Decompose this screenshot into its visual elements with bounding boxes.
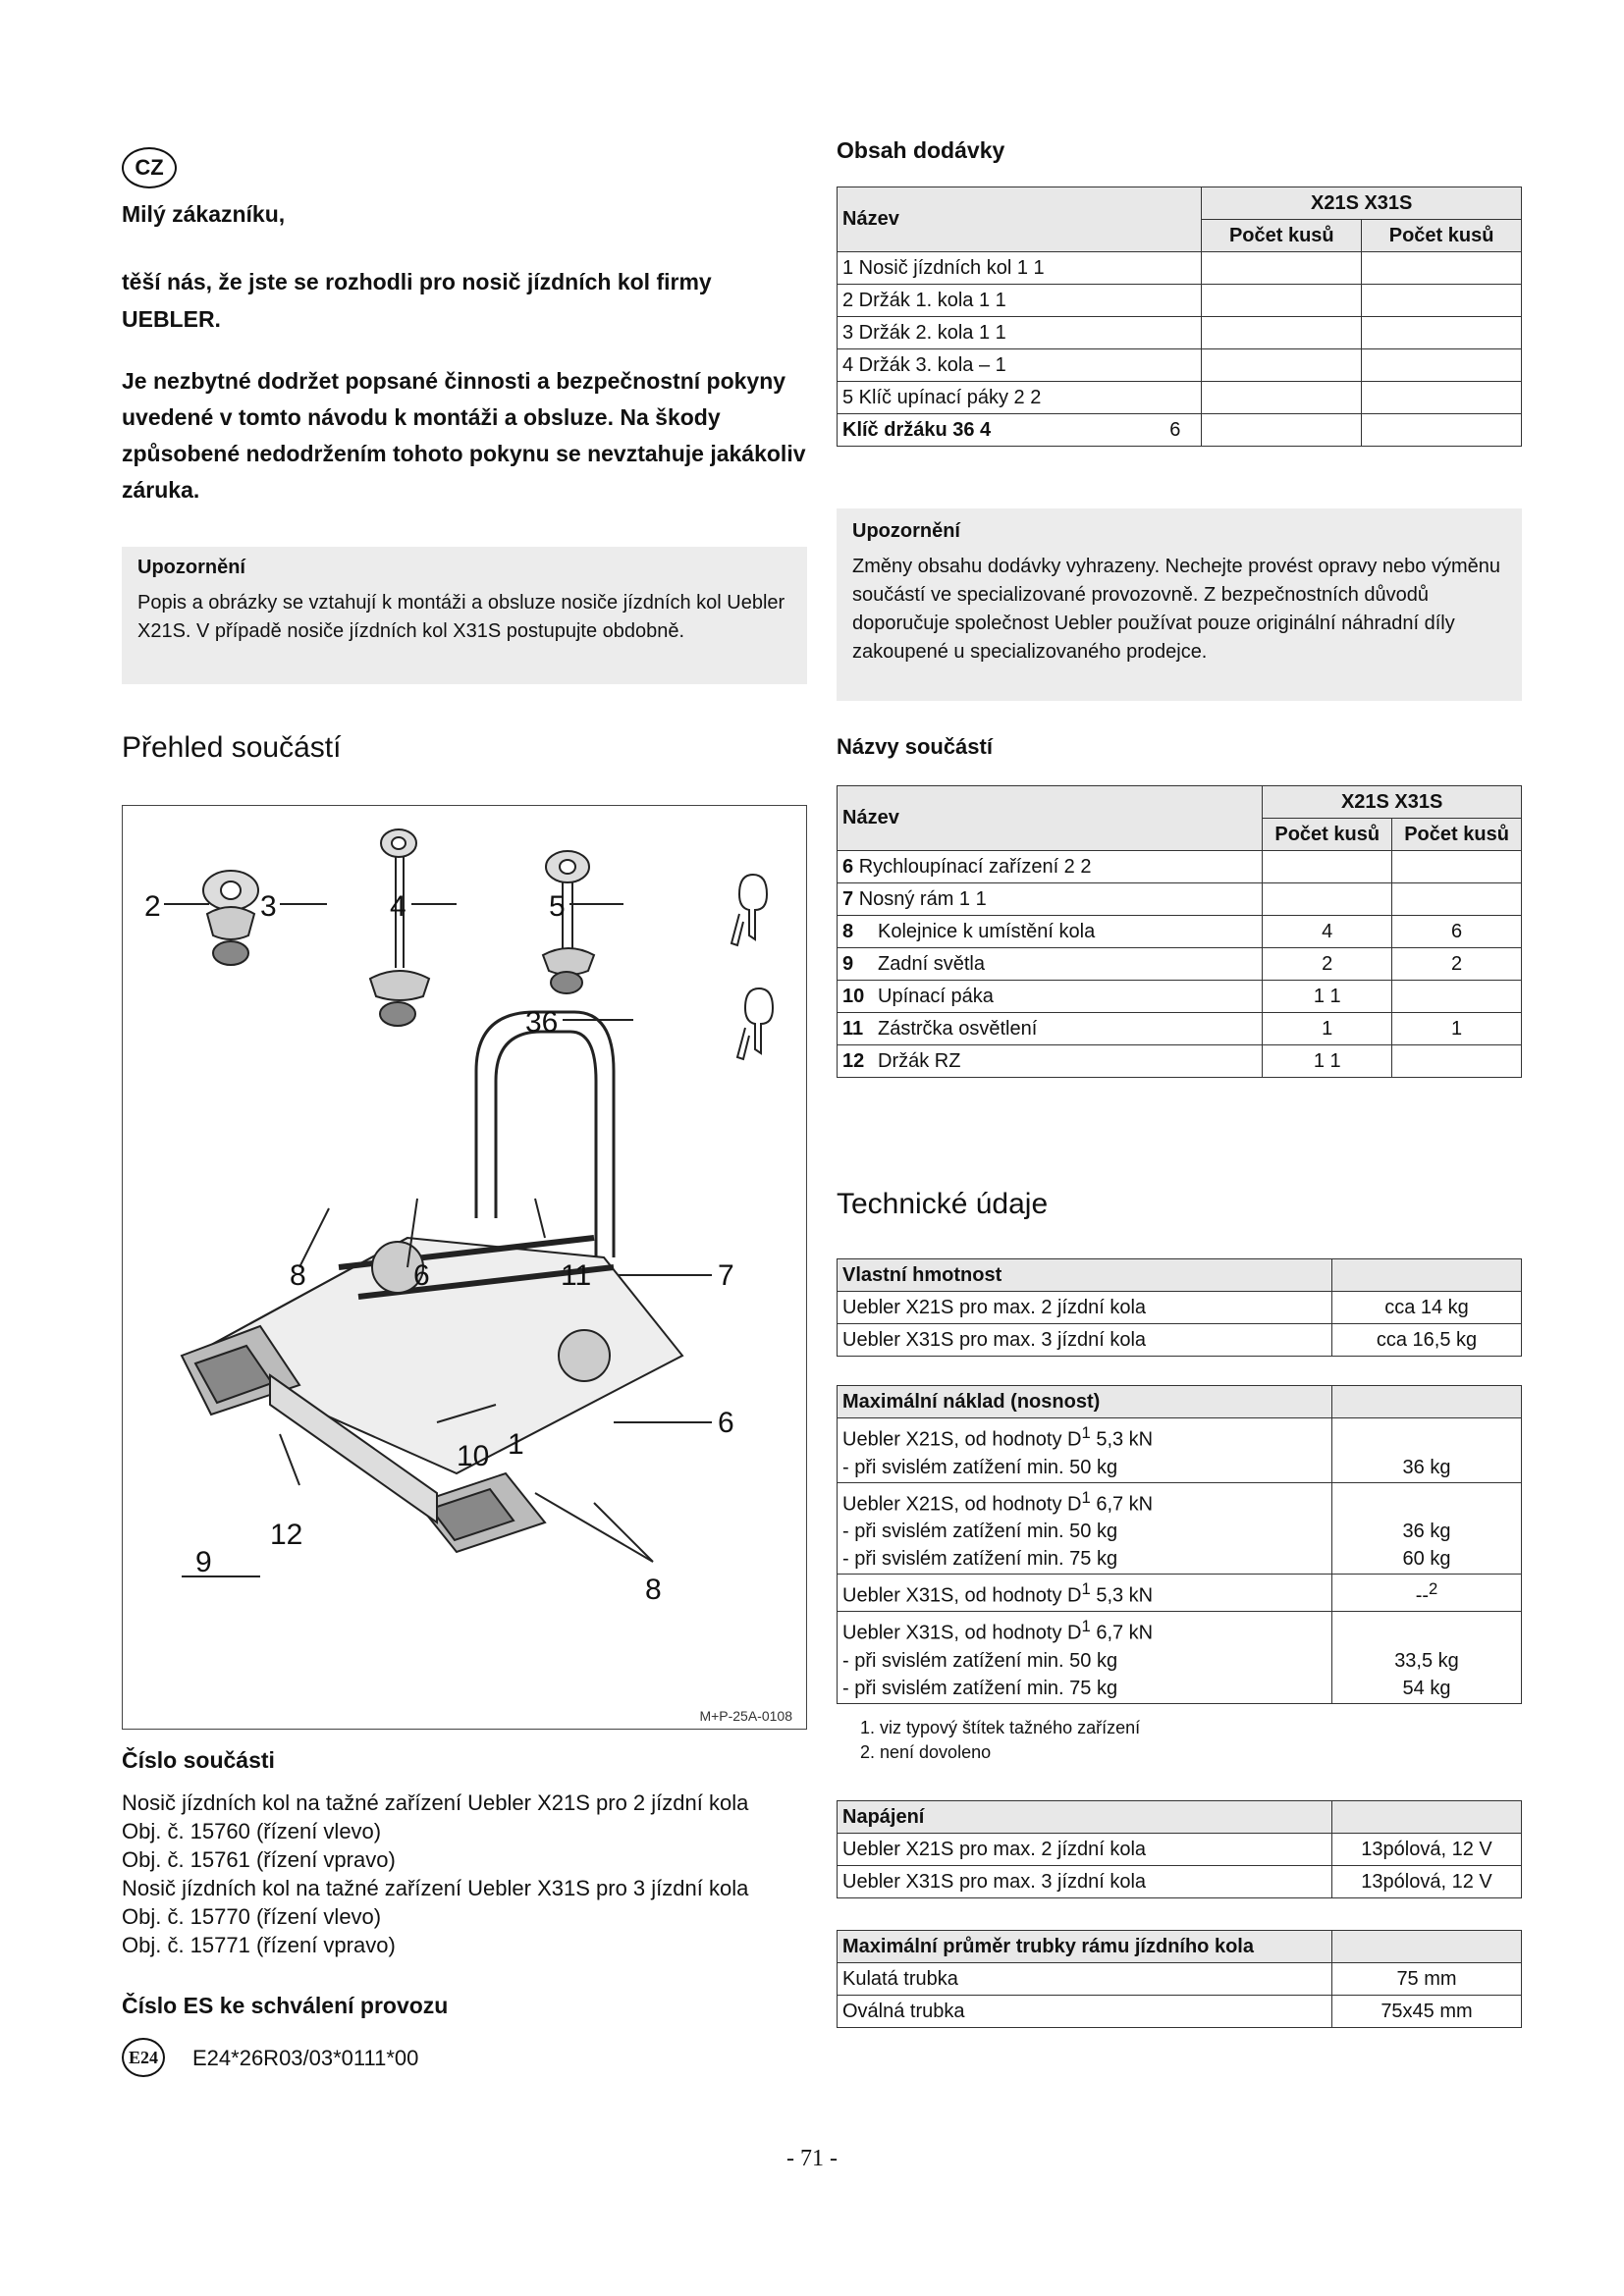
note-text: Popis a obrázky se vztahují k montáži a obsluze nosiče jízdních kol Uebler X21S. V případě nosiče jízdních kol X31S postupujte obdobně. xyxy=(137,592,785,642)
cell-count xyxy=(1392,981,1522,1013)
part-num: 7 xyxy=(842,887,854,910)
callout-8-top: 8 xyxy=(290,1259,306,1292)
cell-count xyxy=(1202,414,1362,447)
load-line: - při svislém zatížení min. 50 kg xyxy=(842,1521,1118,1543)
part-number-line: Nosič jízdních kol na tažné zařízení Uebler X31S pro 3 jízdní kola xyxy=(122,1876,749,1900)
load-line: - při svislém zatížení min. 75 kg xyxy=(842,1677,1118,1699)
footnote: 2. není dovoleno xyxy=(880,1740,1140,1765)
max-load-table xyxy=(837,1385,1522,1704)
cell-value: 36 kg xyxy=(1332,1418,1522,1483)
table-row xyxy=(838,1324,1522,1357)
part-num: 10 xyxy=(842,985,865,1007)
tube-header-empty xyxy=(1332,1931,1522,1963)
callout-3: 3 xyxy=(260,890,277,923)
part-num: 11 xyxy=(842,1017,864,1040)
part-num: 6 xyxy=(842,855,854,878)
table-row xyxy=(838,1996,1522,2028)
page-number: - 71 - xyxy=(786,2146,838,2171)
cell-count xyxy=(1362,252,1522,285)
cell-value xyxy=(1332,1482,1522,1575)
callout-8-bottom: 8 xyxy=(645,1574,662,1606)
parts-names-title: Názvy součástí xyxy=(837,734,993,759)
cell-label: Uebler X21S pro max. 2 jízdní kola xyxy=(838,1834,1332,1866)
part-name: Upínací páka xyxy=(878,985,994,1007)
load-value: 33,5 kg xyxy=(1394,1649,1459,1672)
table-row xyxy=(838,1866,1522,1898)
cell-value: 75 mm xyxy=(1332,1963,1522,1996)
load-line xyxy=(842,1484,1326,1519)
intro-text: těší nás, že jste se rozhodli pro nosič jízdních kol firmy UEBLER. xyxy=(122,269,712,332)
bike-carrier-illustration xyxy=(123,806,806,1729)
part-number-line: Obj. č. 15771 (řízení vpravo) xyxy=(122,1933,396,1957)
load-text: Uebler X31S, od hodnoty D xyxy=(842,1622,1082,1644)
cell-value xyxy=(1332,1611,1522,1703)
cell-count: 1 xyxy=(1263,1013,1392,1045)
cell-value: 13pólová, 12 V xyxy=(1332,1834,1522,1866)
cell-name: 5 Klíč upínací páky 2 2 xyxy=(838,382,1202,414)
table-row xyxy=(838,252,1522,285)
cell-count: 1 1 xyxy=(1263,981,1392,1013)
parts-names-table xyxy=(837,785,1522,1078)
table-row xyxy=(838,349,1522,382)
greeting: Milý zákazníku, xyxy=(122,201,286,227)
load-text: Uebler X31S, od hodnoty D xyxy=(842,1584,1082,1607)
callout-36: 36 xyxy=(525,1006,559,1039)
power-table xyxy=(837,1800,1522,1898)
col-models-header: X21S X31S xyxy=(1202,187,1522,220)
table-row xyxy=(838,1045,1522,1078)
note-text: Změny obsahu dodávky vyhrazeny. Nechejte provést opravy nebo výměnu součástí ve specializované provozovně. Z bezpečnostních důvodů doporučuje společnost Uebler používat pouze originální náhradní díly zakoupené u specializovaného prodejce. xyxy=(852,556,1500,663)
cell-value: 13pólová, 12 V xyxy=(1332,1866,1522,1898)
load-value: 36 kg xyxy=(1402,1521,1451,1543)
cell-name xyxy=(838,1045,1263,1078)
delivery-table xyxy=(837,187,1522,447)
power-header: Napájení xyxy=(838,1801,1332,1834)
cell-label xyxy=(838,1482,1332,1575)
callout-5: 5 xyxy=(549,890,566,923)
cell-count xyxy=(1202,252,1362,285)
footnote: 1. viz typový štítek tažného zařízení xyxy=(880,1716,1140,1740)
callout-11: 11 xyxy=(561,1259,592,1292)
cell-name xyxy=(838,948,1263,981)
callout-9: 9 xyxy=(195,1546,212,1578)
table-row xyxy=(838,1418,1522,1483)
callout-10: 10 xyxy=(457,1440,490,1472)
part-name: Držák RZ xyxy=(878,1049,961,1072)
weight-header: Vlastní hmotnost xyxy=(838,1259,1332,1292)
cell-label: Kulatá trubka xyxy=(838,1963,1332,1996)
load-text: Uebler X21S, od hodnoty D xyxy=(842,1428,1082,1451)
cell-name xyxy=(838,851,1263,883)
cell-name xyxy=(838,1013,1263,1045)
power-header-empty xyxy=(1332,1801,1522,1834)
footnote-ref: 1 xyxy=(1081,1487,1091,1507)
cell-extra: 6 xyxy=(1169,418,1181,441)
table-row xyxy=(838,1834,1522,1866)
part-number-list xyxy=(122,1789,829,1959)
footnote-ref: 1 xyxy=(1081,1616,1091,1635)
callout-6-top: 6 xyxy=(413,1259,430,1292)
callout-4: 4 xyxy=(390,890,406,923)
table-row xyxy=(838,1575,1522,1612)
part-name: Zadní světla xyxy=(878,952,985,975)
load-text: Uebler X21S, od hodnoty D xyxy=(842,1493,1082,1516)
load-value: 60 kg xyxy=(1402,1548,1451,1571)
callout-1: 1 xyxy=(508,1428,524,1461)
cell-value xyxy=(1332,1575,1522,1612)
callout-12: 12 xyxy=(270,1519,303,1551)
cell-label xyxy=(838,1418,1332,1483)
part-num: 8 xyxy=(842,920,854,942)
cell-count xyxy=(1202,317,1362,349)
cell-count: 1 xyxy=(1392,1013,1522,1045)
cell-count xyxy=(1392,851,1522,883)
cell-count xyxy=(1392,883,1522,916)
tech-title: Technické údaje xyxy=(837,1188,1049,1220)
cell-label: Uebler X21S pro max. 2 jízdní kola xyxy=(838,1292,1332,1324)
table-row xyxy=(838,1482,1522,1575)
load-text: 5,3 kN xyxy=(1090,1584,1154,1607)
col-count-header: Počet kusů xyxy=(1263,819,1392,851)
load-line: - při svislém zatížení min. 50 kg xyxy=(842,1649,1118,1672)
cell-count: 2 xyxy=(1263,948,1392,981)
cell-label xyxy=(838,1575,1332,1612)
col-count-header: Počet kusů xyxy=(1392,819,1522,851)
col-count-header: Počet kusů xyxy=(1362,220,1522,252)
part-num: 12 xyxy=(842,1049,865,1072)
cell-count xyxy=(1362,285,1522,317)
callout-6-right: 6 xyxy=(718,1407,734,1439)
load-value: 54 kg xyxy=(1402,1677,1451,1699)
note-box-left xyxy=(122,547,807,684)
load-text: 6,7 kN xyxy=(1090,1622,1154,1644)
cell-name xyxy=(838,883,1263,916)
load-header-empty xyxy=(1332,1386,1522,1418)
load-line xyxy=(842,1613,1326,1647)
cell-count: 4 xyxy=(1263,916,1392,948)
part-number-title: Číslo součásti xyxy=(122,1747,275,1773)
approval-code: E24*26R03/03*0111*00 xyxy=(192,2046,419,2070)
approval-title: Číslo ES ke schválení provozu xyxy=(122,1993,449,2018)
cell-name: 4 Držák 3. kola – 1 xyxy=(838,349,1202,382)
cell-name-text: Klíč držáku 36 4 xyxy=(842,418,992,441)
delivery-title: Obsah dodávky xyxy=(837,137,1005,163)
load-line: - při svislém zatížení min. 50 kg xyxy=(842,1456,1118,1478)
tube-header: Maximální průměr trubky rámu jízdního kola xyxy=(838,1931,1332,1963)
footnotes xyxy=(837,1716,1140,1765)
cell-name: 2 Držák 1. kola 1 1 xyxy=(838,285,1202,317)
cell-label: Uebler X31S pro max. 3 jízdní kola xyxy=(838,1866,1332,1898)
table-row xyxy=(838,1013,1522,1045)
note-title: Upozornění xyxy=(137,557,245,578)
weight-table xyxy=(837,1258,1522,1357)
table-row xyxy=(838,851,1522,883)
footnote-ref: 1 xyxy=(1081,1423,1091,1442)
callout-7: 7 xyxy=(718,1259,734,1292)
figure-code: M+P-25A-0108 xyxy=(699,1708,792,1724)
load-text: 5,3 kN xyxy=(1090,1428,1154,1451)
cell-value: cca 14 kg xyxy=(1332,1292,1522,1324)
cell-value: cca 16,5 kg xyxy=(1332,1324,1522,1357)
table-row xyxy=(838,414,1522,447)
load-value: -- xyxy=(1415,1584,1430,1607)
part-number-line: Obj. č. 15770 (řízení vlevo) xyxy=(122,1904,382,1929)
footnote-ref: 2 xyxy=(1429,1579,1438,1599)
cell-count: 1 1 xyxy=(1263,1045,1392,1078)
part-number-line: Obj. č. 15760 (řízení vlevo) xyxy=(122,1819,382,1843)
load-text: 6,7 kN xyxy=(1090,1493,1154,1516)
cell-name xyxy=(838,414,1202,447)
cell-count xyxy=(1263,851,1392,883)
parts-overview-figure xyxy=(122,805,807,1730)
load-line xyxy=(842,1419,1326,1454)
warning-text: Je nezbytné dodržet popsané činnosti a bezpečnostní pokyny uvedené v tomto návodu k montáži a obsluze. Na škody způsobené nedodržením tohoto pokynu se nevztahuje jakákoliv záruka. xyxy=(122,368,806,503)
footnote-ref: 1 xyxy=(1081,1579,1091,1599)
cell-count xyxy=(1392,1045,1522,1078)
load-line: - při svislém zatížení min. 75 kg xyxy=(842,1548,1118,1571)
part-num: 9 xyxy=(842,952,854,975)
e24-mark-icon: E24 xyxy=(122,2038,165,2077)
part-number-line: Nosič jízdních kol na tažné zařízení Uebler X21S pro 2 jízdní kola xyxy=(122,1790,749,1815)
col-name-header: Název xyxy=(838,187,1202,252)
table-row xyxy=(838,916,1522,948)
cell-count xyxy=(1362,382,1522,414)
note-title: Upozornění xyxy=(852,520,960,542)
language-badge: CZ xyxy=(122,147,177,188)
cell-label: Oválná trubka xyxy=(838,1996,1332,2028)
overview-title: Přehled součástí xyxy=(122,731,342,764)
cell-name xyxy=(838,916,1263,948)
cell-count xyxy=(1362,317,1522,349)
table-row xyxy=(838,1292,1522,1324)
col-name-header: Název xyxy=(838,786,1263,851)
cell-value: 75x45 mm xyxy=(1332,1996,1522,2028)
tube-table xyxy=(837,1930,1522,2028)
cell-label: Uebler X31S pro max. 3 jízdní kola xyxy=(838,1324,1332,1357)
col-models-header: X21S X31S xyxy=(1263,786,1522,819)
note-box-right xyxy=(837,508,1522,701)
weight-header-empty xyxy=(1332,1259,1522,1292)
part-name: Rychloupínací zařízení 2 2 xyxy=(858,855,1092,878)
table-row xyxy=(838,1611,1522,1703)
part-name: Kolejnice k umístění kola xyxy=(878,920,1096,942)
cell-name: 1 Nosič jízdních kol 1 1 xyxy=(838,252,1202,285)
cell-count xyxy=(1202,285,1362,317)
cell-label xyxy=(838,1611,1332,1703)
table-row xyxy=(838,317,1522,349)
cell-name: 3 Držák 2. kola 1 1 xyxy=(838,317,1202,349)
table-row xyxy=(838,382,1522,414)
part-name: Zástrčka osvětlení xyxy=(878,1017,1038,1040)
table-row xyxy=(838,1963,1522,1996)
table-row xyxy=(838,285,1522,317)
cell-count: 6 xyxy=(1392,916,1522,948)
load-header: Maximální náklad (nosnost) xyxy=(838,1386,1332,1418)
table-row xyxy=(838,883,1522,916)
part-number-line: Obj. č. 15761 (řízení vpravo) xyxy=(122,1847,396,1872)
part-name: Nosný rám 1 1 xyxy=(858,887,987,910)
cell-count xyxy=(1263,883,1392,916)
cell-count: 2 xyxy=(1392,948,1522,981)
cell-count xyxy=(1202,382,1362,414)
table-row xyxy=(838,948,1522,981)
table-row xyxy=(838,981,1522,1013)
callout-2: 2 xyxy=(144,890,161,923)
cell-name xyxy=(838,981,1263,1013)
cell-count xyxy=(1362,349,1522,382)
cell-count xyxy=(1362,414,1522,447)
cell-count xyxy=(1202,349,1362,382)
col-count-header: Počet kusů xyxy=(1202,220,1362,252)
